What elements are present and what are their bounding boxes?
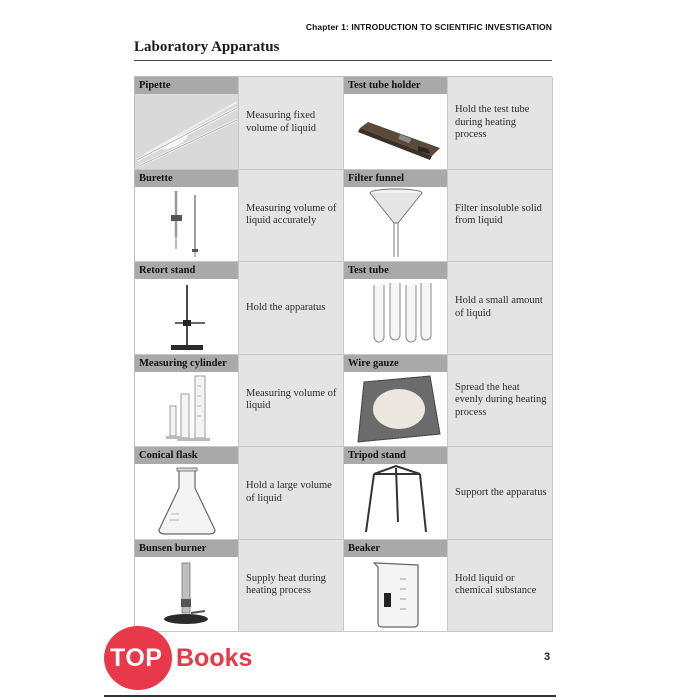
apparatus-description: Hold the apparatus (239, 262, 344, 355)
page-number: 3 (544, 651, 551, 663)
apparatus-name: Burette (135, 170, 238, 187)
apparatus-description: Hold a small amount of liquid (448, 262, 553, 355)
apparatus-image-cell (344, 447, 448, 540)
filter-funnel-icon (344, 187, 448, 262)
apparatus-name: Retort stand (135, 262, 238, 279)
apparatus-image-cell (135, 77, 239, 170)
logo-top-text: TOP (110, 644, 163, 672)
apparatus-image-cell (344, 77, 448, 170)
apparatus-name: Test tube holder (344, 77, 447, 94)
apparatus-description: Measuring volume of liquid (239, 355, 344, 448)
apparatus-description: Spread the heat evenly during heating process (448, 355, 553, 448)
burette-icon (135, 187, 239, 262)
apparatus-image-cell (135, 262, 239, 355)
apparatus-description: Supply heat during heating process (239, 540, 344, 633)
apparatus-description: Hold the test tube during heating process (448, 77, 553, 170)
wire-gauze-icon (344, 372, 448, 447)
apparatus-image-cell (344, 355, 448, 448)
page-title: Laboratory Apparatus (134, 39, 280, 55)
apparatus-image-cell (135, 170, 239, 263)
apparatus-image-cell (344, 540, 448, 633)
apparatus-name: Test tube (344, 262, 447, 279)
chapter-header: Chapter 1: INTRODUCTION TO SCIENTIFIC INVESTIGATION (305, 22, 552, 32)
apparatus-name: Tripod stand (344, 447, 447, 464)
bunsen-burner-icon (135, 557, 239, 632)
apparatus-description: Hold liquid or chemical substance (448, 540, 553, 633)
retort-stand-icon (135, 279, 239, 354)
tripod-stand-icon (344, 464, 448, 539)
title-divider (134, 60, 552, 61)
topbooks-logo (104, 626, 304, 690)
apparatus-description: Measuring volume of liquid accurately (239, 170, 344, 263)
apparatus-description: Support the apparatus (448, 447, 553, 540)
measuring-cylinder-icon (135, 372, 239, 447)
bottom-divider (104, 695, 556, 697)
apparatus-description: Hold a large volume of liquid (239, 447, 344, 540)
apparatus-name: Beaker (344, 540, 447, 557)
apparatus-description: Filter insoluble solid from liquid (448, 170, 553, 263)
apparatus-image-cell (135, 447, 239, 540)
beaker-icon (344, 557, 448, 632)
logo-books-text: Books (176, 644, 253, 672)
test-tube-holder-icon (344, 94, 448, 169)
apparatus-table (134, 76, 552, 631)
apparatus-image-cell (135, 355, 239, 448)
apparatus-name: Conical flask (135, 447, 238, 464)
apparatus-name: Wire gauze (344, 355, 447, 372)
apparatus-image-cell (344, 170, 448, 263)
pipette-icon (135, 94, 239, 169)
apparatus-image-cell (135, 540, 239, 633)
apparatus-name: Filter funnel (344, 170, 447, 187)
apparatus-name: Measuring cylinder (135, 355, 238, 372)
conical-flask-icon (135, 464, 239, 539)
apparatus-description: Measuring fixed volume of liquid (239, 77, 344, 170)
apparatus-name: Pipette (135, 77, 238, 94)
apparatus-name: Bunsen burner (135, 540, 238, 557)
test-tube-icon (344, 279, 448, 354)
apparatus-image-cell (344, 262, 448, 355)
